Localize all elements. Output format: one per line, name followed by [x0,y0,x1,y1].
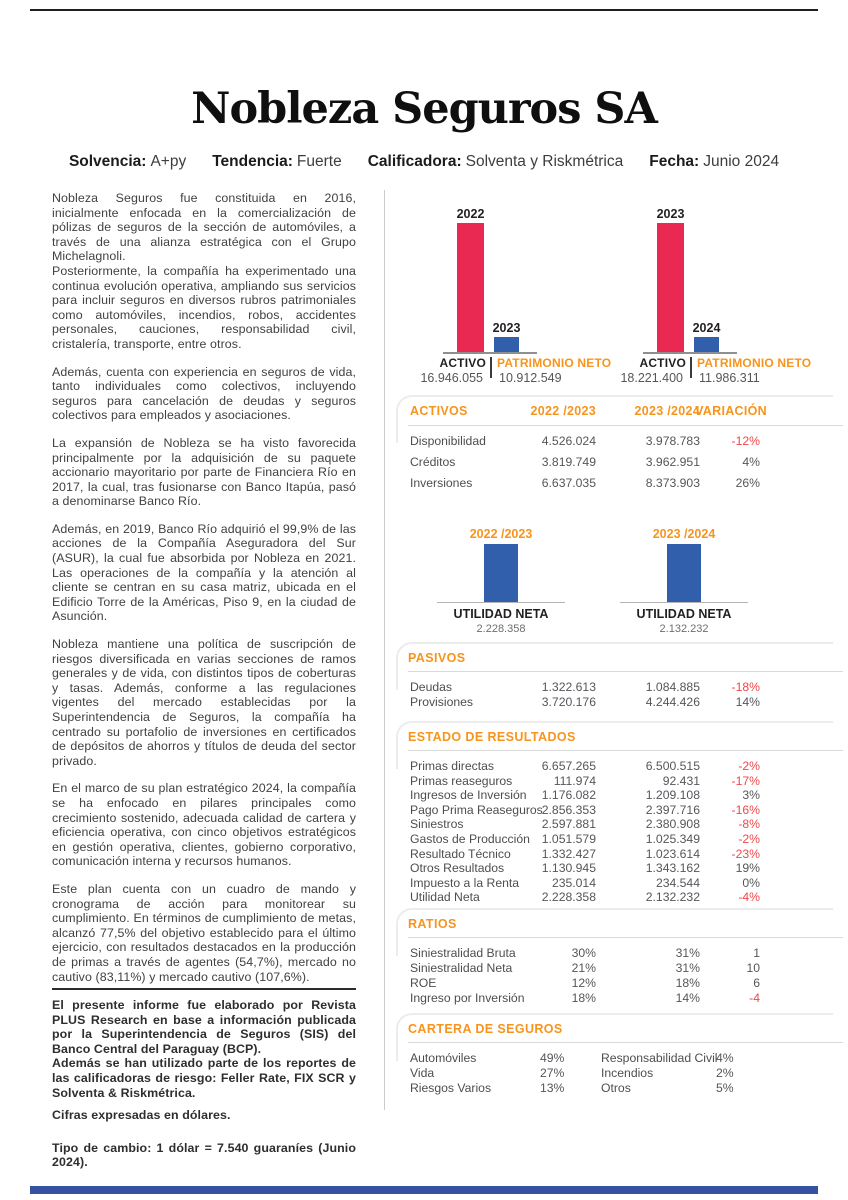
table-cell: 2% [716,1066,734,1080]
section-ratios [408,917,843,1006]
bar-year-label: 2022 [456,207,485,221]
table-cell: Resultado Técnico [410,846,511,861]
section-cartera-de-seguros [408,1022,843,1096]
text-divider-rule [52,988,356,990]
table-cell: 5% [716,1081,734,1095]
bottom-accent-bar [30,1186,818,1194]
table-cell: -17% [731,773,760,788]
info-label: Tendencia: [212,153,293,170]
utility-label: UTILIDAD NETA [453,607,549,621]
info-tendencia [212,153,341,171]
patrimonio-bar [694,337,719,352]
table-row [408,455,843,476]
paragraph: Posteriormente, la compañía ha experimentado una continua evolución operativa, ampliando sus servicios para incluir seguros en diversos rubros patrimoniales como automóviles, incendios, robos, accidentes personales, cauciones, responsabilidad civil, cristalería, transporte, entre otros. [52,263,356,351]
table-cell: 21% [571,961,596,975]
table-row [408,1066,843,1081]
table-cell: Siniestros [410,817,464,832]
column-divider [384,190,385,1110]
table-cell: 2.397.716 [645,802,700,817]
table-cell: Gastos de Producción [410,831,530,846]
table-cell: Vida [410,1066,435,1080]
table-row [408,861,843,876]
page-title: Nobleza Seguros SA [191,84,657,134]
info-label: Calificadora: [367,153,462,170]
section-header [408,404,843,419]
table-cell: -18% [731,680,760,694]
table-cell: -2% [738,759,760,773]
table-cell: 111.974 [553,773,596,788]
table-cell: Provisiones [410,695,473,709]
table-cell: 1 [753,946,760,960]
estado-table [408,759,843,905]
paragraph: Nobleza mantiene una política de suscripción de riesgos diversificada en varias secciones de ramos generales y de vida, con distintos tipos de coberturas y tasas. Además, conforme a las regulaciones vigentes del mercado establecidas por la Superintendencia de Seguros, la compañía ha centrado su portafolio de inversiones en certificados de depósitos de ahorros y títulos de deuda del sector privado. [52,637,356,768]
table-cell: 12% [571,976,596,990]
section-title: ESTADO DE RESULTADOS [408,730,576,744]
utility-bar [667,544,701,602]
table-cell: 1.130.945 [541,861,596,876]
table-row [408,695,843,710]
body-text-column [52,191,356,1170]
table-cell: ROE [410,976,437,990]
bar-year-label: 2024 [692,321,721,335]
section-rule [408,425,843,426]
currency-note: Cifras expresadas en dólares. [52,1108,231,1123]
table-cell: -4% [738,890,760,905]
activo-value: 18.221.400 [620,371,683,385]
section-rule [408,750,843,751]
table-cell: 3.819.749 [541,455,596,469]
table-cell: Inversiones [410,476,473,490]
info-calificadora [368,153,624,171]
table-cell: -4 [749,991,760,1005]
table-cell: Siniestralidad Neta [410,961,513,975]
table-row [408,976,843,991]
paragraph: Además, en 2019, Banco Río adquirió el 99,9% de las acciones de la Compañía Aseguradora del Sur (ASUR), la cual fue absorbida por Nobleza en 2021. Las operaciones de la compañía y la atención al cliente se centran en su casa matriz, ubicada en el Edificio Torre de la Américas, Piso 9, en la ciudad de Asunción. [52,521,356,624]
table-row [408,991,843,1006]
table-cell: 1.343.162 [645,861,700,876]
utility-value: 2.132.232 [659,623,709,635]
table-cell: -16% [731,802,760,817]
table-cell: 235.014 [551,875,596,890]
table-cell: Utilidad Neta [410,890,480,905]
info-value: Solventa y Riskmétrica [465,153,624,170]
chart-baseline [443,352,537,354]
table-cell: 19% [735,861,760,876]
label-separator [690,357,692,378]
activo-bar [657,223,684,352]
table-cell: 2.132.232 [645,890,700,905]
table-row [408,774,843,789]
table-row [408,788,843,803]
table-cell: 8.373.903 [645,476,700,490]
chart-baseline [643,352,737,354]
table-cell: 2.228.358 [541,890,596,905]
paragraph: En el marco de su plan estratégico 2024, la compañía se ha enfocado en pilares principales como crecimiento sostenido, adecuada calidad de cartera y eficiencia operativa, con cinco objetivos estratégicos en gestión operativa, clientes, gobierno corporativo, comunicación interna y recursos humanos. [52,781,356,869]
table-cell: Responsabilidad Civil [601,1051,718,1065]
utility-bar [484,544,518,602]
column-header: 2023 /2024 [634,404,700,418]
info-value: Fuerte [296,153,342,170]
rating-info-row [0,153,848,171]
table-cell: 4% [742,455,760,469]
pasivos-table [408,680,843,710]
table-cell: 3.720.176 [541,695,596,709]
table-cell: Disponibilidad [410,434,486,448]
patrimonio-label: PATRIMONIO NETO [697,356,812,370]
column-header: VARIACIÓN [695,404,767,418]
paragraph: Este plan cuenta con un cuadro de mando y cronograma de acción para monitorear su cumplimiento. En términos de cumplimiento de metas, alcanzó 77,5% del objetivo establecido para el último ejercicio, con resultados destacados en la producción de primas a través de agentes (54,7%), mercado no cautivo (83,11%) y mercado cautivo (107,6%). [52,881,356,984]
patrimonio-bar [494,337,519,352]
table-cell: 2.597.881 [541,817,596,832]
table-cell: Siniestralidad Bruta [410,946,516,960]
table-cell: 26% [735,476,760,490]
paragraph: Además, cuenta con experiencia en seguros de vida, tanto individuales como colectivos, incluyendo seguros para cancelación de deudas y seguros colectivos para empleados y asociaciones. [52,364,356,423]
section-title: ACTIVOS [410,404,468,418]
activo-bar [457,223,484,352]
table-cell: 2.380.908 [645,817,700,832]
table-cell: 6.637.035 [541,476,596,490]
chart-baseline [620,602,748,603]
table-cell: 6.657.265 [541,759,596,773]
table-cell: 1.025.349 [645,831,700,846]
info-label: Fecha: [649,153,700,170]
table-cell: Otros [601,1081,631,1095]
table-row [408,946,843,961]
table-cell: 13% [540,1081,565,1095]
info-label: Solvencia: [68,153,147,170]
table-row [408,1081,843,1096]
section-rule [408,671,843,672]
table-cell: -12% [731,434,760,448]
section-title: PASIVOS [408,651,466,665]
table-cell: 1.322.613 [541,680,596,694]
table-cell: 1.084.885 [645,680,700,694]
table-cell: 30% [571,946,596,960]
table-cell: Ingreso por Inversión [410,991,525,1005]
utility-value: 2.228.358 [476,623,526,635]
table-cell: 4% [716,1051,734,1065]
disclaimer-paragraph: El presente informe fue elaborado por Revista PLUS Research en base a información publicada por la Superintendencia de Seguros (SIS) del Banco Central del Paraguay (BCP). [52,998,356,1056]
table-cell: 1.023.614 [645,846,700,861]
utility-period-label: 2023 /2024 [652,527,716,541]
patrimonio-value: 10.912.549 [499,371,562,385]
table-cell: 27% [540,1066,565,1080]
disclaimer-paragraph: Además se han utilizado parte de los reportes de las calificadoras de riesgo: Feller Rate, FIX SCR y Solventa & Riskmétrica. [52,1056,356,1100]
table-cell: 18% [675,976,700,990]
table-cell: 3.978.783 [645,434,700,448]
table-cell: 31% [675,961,700,975]
info-fecha [649,153,779,171]
table-cell: 3% [742,788,760,803]
label-separator [490,357,492,378]
column-header: 2022 /2023 [530,404,596,418]
section-estado-de-resultados [408,730,843,905]
table-row [408,890,843,905]
table-cell: 1.332.427 [541,846,596,861]
table-cell: 18% [571,991,596,1005]
activos-table [408,434,843,497]
bar-year-label: 2023 [492,321,521,335]
table-row [408,680,843,695]
table-cell: 2.856.353 [541,802,596,817]
chart-baseline [437,602,565,603]
table-cell: Incendios [601,1066,654,1080]
table-cell: 14% [675,991,700,1005]
table-cell: Primas directas [410,759,494,773]
table-cell: Automóviles [410,1051,477,1065]
table-cell: 4.526.024 [541,434,596,448]
section-title: RATIOS [408,917,457,931]
table-cell: 92.431 [662,773,700,788]
top-rule [30,9,818,11]
table-row [408,876,843,891]
bar-year-label: 2023 [656,207,685,221]
table-cell: 6.500.515 [645,759,700,773]
table-cell: Pago Prima Reaseguros [410,802,543,817]
table-row [408,817,843,832]
table-cell: -2% [738,831,760,846]
table-row [408,961,843,976]
exchange-rate-note: Tipo de cambio: 1 dólar = 7.540 guaraníes (Junio 2024). [52,1140,356,1170]
utility-label: UTILIDAD NETA [636,607,732,621]
table-cell: 31% [675,946,700,960]
table-row [408,434,843,455]
table-cell: 49% [540,1051,565,1065]
utility-period-label: 2022 /2023 [469,527,533,541]
patrimonio-value: 11.986.311 [699,371,760,385]
cartera-table [408,1051,843,1096]
table-cell: Impuesto a la Renta [410,875,520,890]
table-row [408,847,843,862]
paragraph: Nobleza Seguros fue constituida en 2016, inicialmente enfocada en la comercialización de pólizas de seguros de la sección de automóviles, a través de una alianza estratégica con el Grupo Michelagnoli. [52,191,356,264]
table-cell: 4.244.426 [645,695,700,709]
section-pasivos [408,651,843,710]
table-row [408,832,843,847]
table-cell: -23% [731,846,760,861]
table-row [408,1051,843,1066]
table-cell: 0% [742,875,760,890]
table-cell: 6 [753,976,760,990]
table-cell: Otros Resultados [410,861,505,876]
activo-value: 16.946.055 [420,371,483,385]
info-value: A+py [150,153,187,170]
table-cell: Primas reaseguros [410,773,513,788]
table-cell: 1.176.082 [541,788,596,803]
table-cell: 1.209.108 [645,788,700,803]
table-row [408,803,843,818]
paragraph: La expansión de Nobleza se ha visto favorecida principalmente por la adquisición de su paquete accionario mayoritario por parte de Financiera Río en 2017, la cual, tras fusionarse con Banco Itapúa, pasó a denominarse Banco Río. [52,435,356,509]
ratios-table [408,946,843,1006]
section-activos [408,404,843,497]
table-cell: Créditos [410,455,456,469]
section-rule [408,1042,843,1043]
table-row [408,759,843,774]
table-cell: 1.051.579 [541,831,596,846]
patrimonio-label: PATRIMONIO NETO [497,356,612,370]
table-cell: Ingresos de Inversión [410,788,527,803]
section-rule [408,937,843,938]
table-row [408,476,843,497]
activo-label: ACTIVO [439,356,486,370]
table-cell: Riesgos Varios [410,1081,492,1095]
activo-label: ACTIVO [639,356,686,370]
table-cell: 3.962.951 [645,455,700,469]
info-value: Junio 2024 [703,153,780,170]
info-solvencia [69,153,186,171]
table-cell: 14% [735,695,760,709]
table-cell: 10 [746,961,760,975]
table-cell: 234.544 [655,875,700,890]
section-title: CARTERA DE SEGUROS [408,1022,563,1036]
table-cell: -8% [738,817,760,832]
table-cell: Deudas [410,680,453,694]
